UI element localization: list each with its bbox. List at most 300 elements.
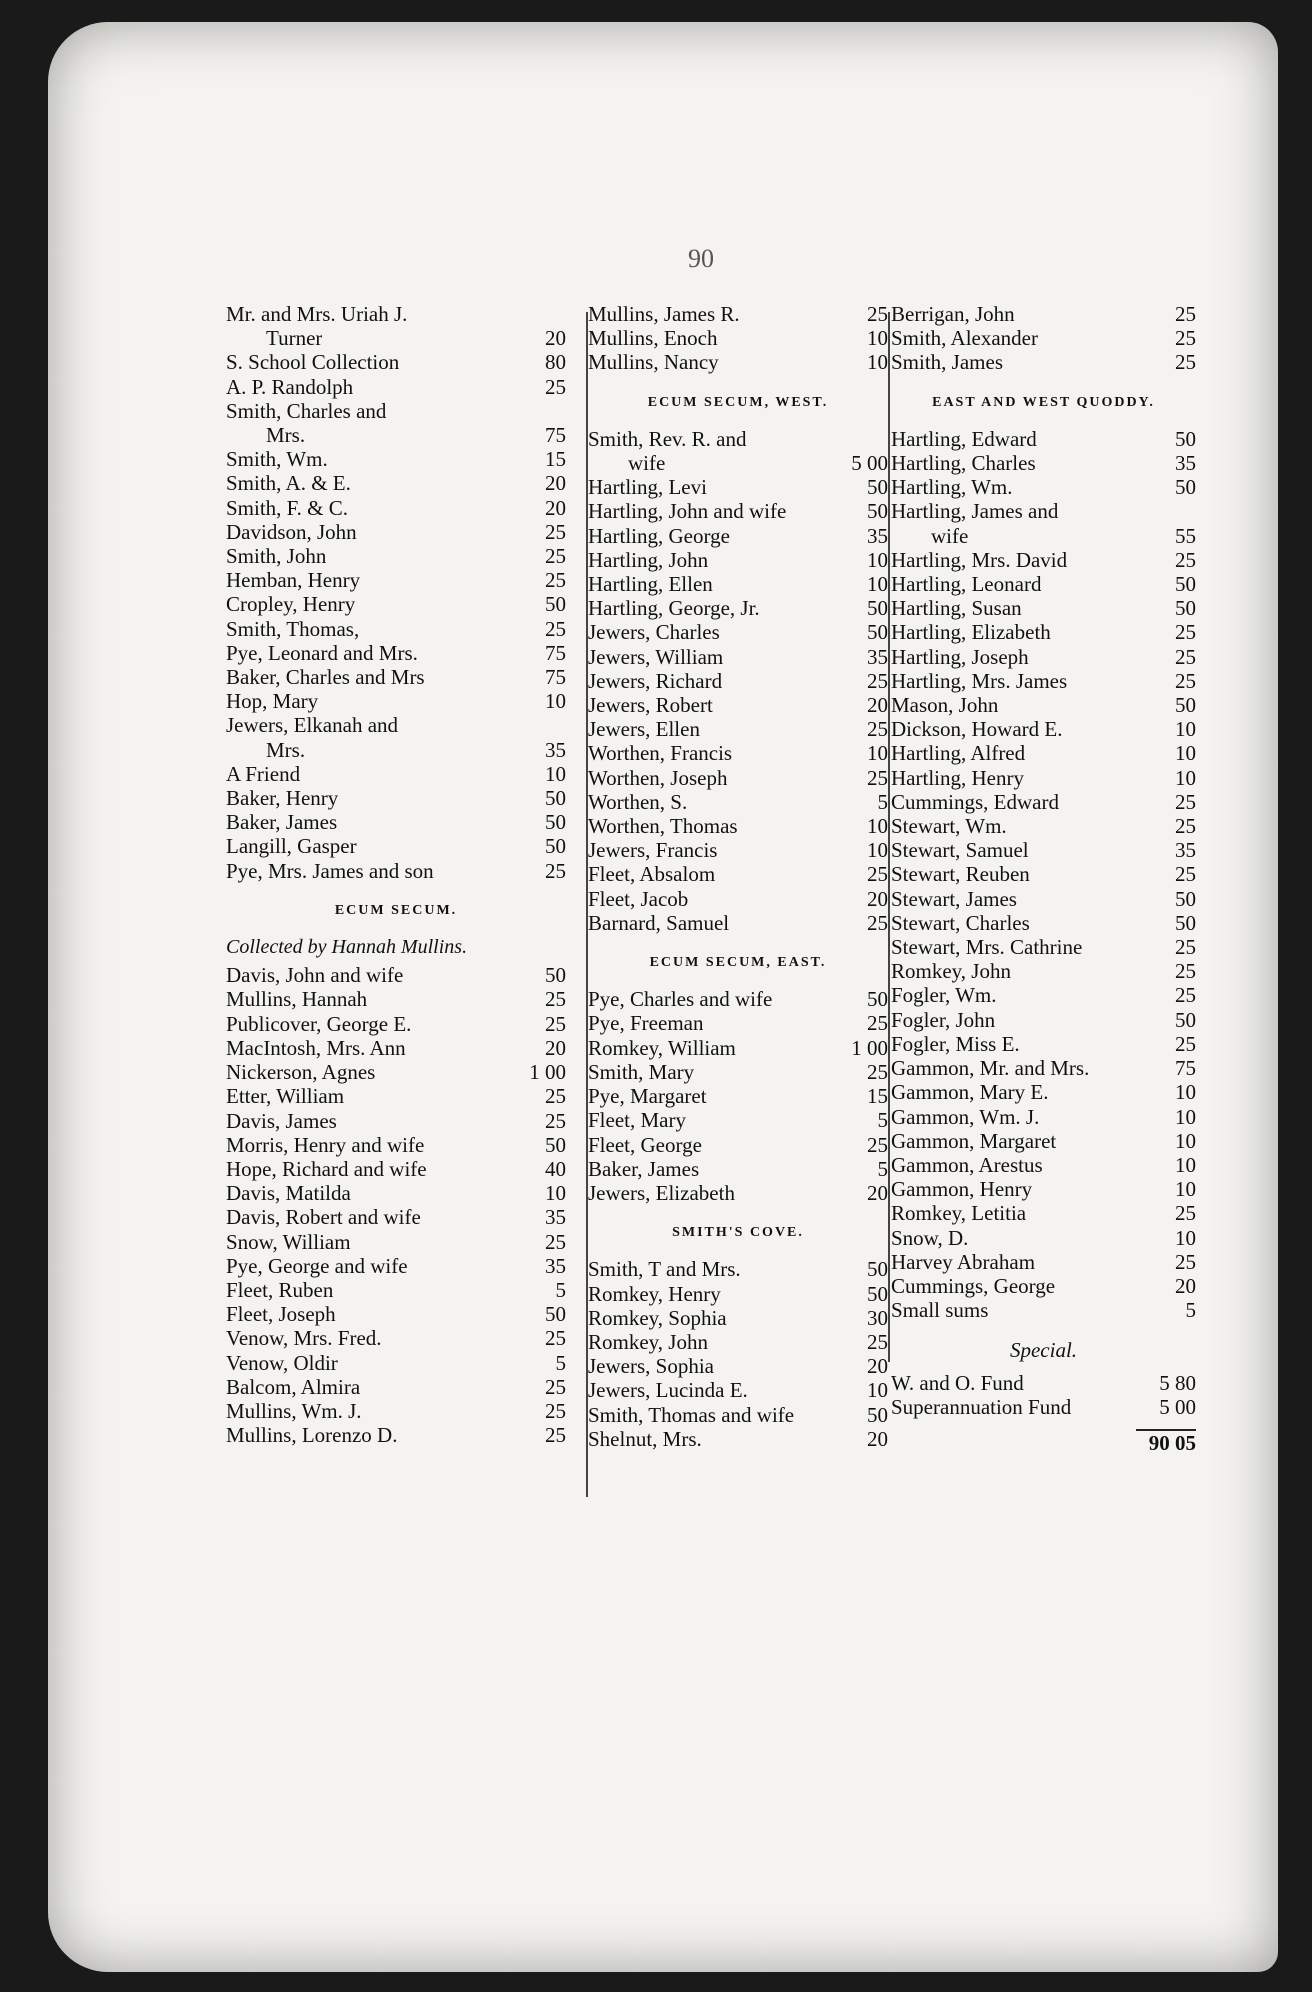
contribution-amount: 75 <box>545 640 566 665</box>
contributor-name: Langill, Gasper <box>226 834 357 859</box>
ledger-row <box>891 1105 1196 1129</box>
ledger-row <box>588 1354 888 1378</box>
contributor-name: Stewart, Wm. <box>891 814 1007 839</box>
ledger-row <box>226 592 566 616</box>
contributor-name: Romkey, John <box>588 1329 708 1354</box>
contribution-amount: 25 <box>545 858 566 883</box>
contributor-name: Venow, Mrs. Fred. <box>226 1326 382 1351</box>
contributor-name: Nickerson, Agnes <box>226 1060 376 1085</box>
contributor-name: Hartling, Wm. <box>891 475 1013 500</box>
contributor-name: Davis, John and wife <box>226 963 404 988</box>
contributor-name: Fleet, Joseph <box>226 1302 336 1327</box>
ledger-row <box>891 596 1196 620</box>
contributor-name: S. School Collection <box>226 350 400 375</box>
ledger-row <box>891 959 1196 983</box>
ledger-row <box>226 834 566 858</box>
ledger-row <box>588 1181 888 1205</box>
ledger-row <box>588 326 888 350</box>
contribution-amount: 25 <box>545 616 566 641</box>
ledger-row <box>891 862 1196 886</box>
contribution-amount: 25 <box>545 1108 566 1133</box>
contribution-amount: 25 <box>1175 983 1196 1008</box>
contributor-name: Hemban, Henry <box>226 568 361 593</box>
ledger-row <box>226 496 566 520</box>
contributor-name: Worthen, Joseph <box>588 765 728 790</box>
contributor-name: Fogler, John <box>891 1007 996 1032</box>
ledger-row <box>226 1109 566 1133</box>
ledger-row <box>226 544 566 568</box>
contribution-amount: 10 <box>1175 741 1196 766</box>
contribution-amount: 20 <box>1175 1273 1196 1298</box>
contributor-name: Dickson, Howard E. <box>891 717 1063 742</box>
ledger-row <box>588 1133 888 1157</box>
ledger-row <box>588 790 888 814</box>
ledger-row <box>891 766 1196 790</box>
contribution-amount: 25 <box>545 568 566 593</box>
ledger-row <box>226 1230 566 1254</box>
ledger-row <box>588 987 888 1011</box>
contribution-amount: 25 <box>1175 547 1196 572</box>
contributor-name: Smith, Wm. <box>226 447 328 472</box>
ledger-row <box>891 499 1196 523</box>
contribution-amount: 15 <box>545 447 566 472</box>
contributor-name: Jewers, Robert <box>588 693 713 718</box>
contributor-name: wife <box>628 451 666 476</box>
contribution-amount: 10 <box>867 741 888 766</box>
entry-list <box>588 1257 888 1451</box>
contribution-amount: 50 <box>545 834 566 859</box>
contribution-amount: 5 <box>877 1156 888 1181</box>
contribution-amount: 25 <box>867 1132 888 1157</box>
contributor-name: Harvey Abraham <box>891 1249 1036 1274</box>
contributor-name: Hartling, Elizabeth <box>891 620 1051 645</box>
contribution-amount: 75 <box>545 665 566 690</box>
contributor-name: Mrs. <box>266 423 306 448</box>
contributor-name: Small sums <box>891 1298 989 1323</box>
contributor-name: Publicover, George E. <box>226 1011 412 1036</box>
contribution-amount: 50 <box>867 1402 888 1427</box>
contributor-name: Gammon, Wm. J. <box>891 1104 1040 1129</box>
contributor-name: Venow, Oldir <box>226 1350 338 1375</box>
contribution-amount: 25 <box>545 1374 566 1399</box>
ledger-row <box>588 645 888 669</box>
ledger-row <box>226 1181 566 1205</box>
contribution-amount: 50 <box>1175 693 1196 718</box>
ledger-row <box>226 447 566 471</box>
contributor-name: Gammon, Mr. and Mrs. <box>891 1056 1090 1081</box>
contribution-amount: 25 <box>1175 620 1196 645</box>
ledger-row <box>891 645 1196 669</box>
contribution-amount: 50 <box>1175 886 1196 911</box>
ledger-row <box>588 1084 888 1108</box>
contributor-name: Baker, James <box>588 1156 700 1181</box>
contributor-name: A Friend <box>226 761 301 786</box>
contributor-name: Cropley, Henry <box>226 592 356 617</box>
contributor-name: Mullins, James R. <box>588 302 740 326</box>
contributor-name: Hartling, Alfred <box>891 741 1026 766</box>
section-heading-east-west-quoddy: EAST AND WEST QUODDY. <box>932 394 1155 410</box>
contributor-name: Turner <box>266 326 323 351</box>
ledger-row <box>891 548 1196 572</box>
contributor-name: Hop, Mary <box>226 689 319 714</box>
contribution-amount: 20 <box>867 1180 888 1205</box>
column-1 <box>226 302 566 1447</box>
contributor-name: Smith, Rev. R. and <box>588 426 747 451</box>
contribution-amount: 10 <box>1175 1104 1196 1129</box>
ledger-row <box>226 1423 566 1447</box>
contributor-name: Worthen, S. <box>588 789 688 814</box>
contribution-amount: 25 <box>867 765 888 790</box>
contributor-name: Hartling, John <box>588 547 709 572</box>
page-number: 90 <box>688 244 714 273</box>
entry-list <box>891 427 1196 1323</box>
contributor-name: Fogler, Miss E. <box>891 1031 1020 1056</box>
contribution-amount: 20 <box>545 471 566 496</box>
contributor-name: Jewers, Sophia <box>588 1354 714 1379</box>
ledger-row <box>588 887 888 911</box>
contributor-name: Hope, Richard and wife <box>226 1156 427 1181</box>
ledger-row <box>891 475 1196 499</box>
contribution-amount: 20 <box>545 1035 566 1060</box>
contributor-name: Smith, Thomas, <box>226 616 360 641</box>
contributor-name: Romkey, Sophia <box>588 1305 727 1330</box>
contributor-name: Hartling, James and <box>891 499 1059 524</box>
contributor-name: Berrigan, John <box>891 302 1015 326</box>
contributor-name: Pye, Freeman <box>588 1011 704 1036</box>
contribution-amount: 20 <box>867 1354 888 1379</box>
contributor-name: Hartling, Leonard <box>891 572 1042 597</box>
contributor-name: Stewart, Mrs. Cathrine <box>891 935 1083 960</box>
contribution-amount: 50 <box>1175 910 1196 935</box>
contributor-name: Etter, William <box>226 1084 345 1109</box>
contribution-amount: 10 <box>1175 1128 1196 1153</box>
ledger-row <box>588 1282 888 1306</box>
contribution-amount: 25 <box>867 717 888 742</box>
contributor-name: Smith, Mary <box>588 1059 695 1084</box>
contribution-amount: 50 <box>545 810 566 835</box>
ledger-row <box>588 814 888 838</box>
contributor-name: Fleet, George <box>588 1132 702 1157</box>
contributor-name: Baker, Henry <box>226 786 339 811</box>
contributor-name: Romkey, William <box>588 1035 736 1060</box>
contributor-name: wife <box>931 523 969 548</box>
contribution-amount: 25 <box>1175 814 1196 839</box>
contribution-amount: 35 <box>867 644 888 669</box>
ledger-row <box>891 572 1196 596</box>
contribution-amount: 10 <box>867 1378 888 1403</box>
ledger-row <box>891 790 1196 814</box>
contribution-amount: 5 <box>877 1108 888 1133</box>
ledger-row <box>226 1133 566 1157</box>
contributor-name: Mullins, Lorenzo D. <box>226 1423 398 1448</box>
contributor-name: Mason, John <box>891 693 999 718</box>
contributor-name: Mullins, Nancy <box>588 350 719 375</box>
contribution-amount: 80 <box>545 350 566 375</box>
ledger-row <box>891 1177 1196 1201</box>
contributor-name: Hartling, Mrs. James <box>891 668 1068 693</box>
ledger-row <box>226 520 566 544</box>
contribution-amount: 25 <box>1175 668 1196 693</box>
contribution-amount: 50 <box>545 592 566 617</box>
contribution-amount: 5 <box>555 1277 566 1302</box>
ledger-row <box>588 862 888 886</box>
ledger-row <box>226 1302 566 1326</box>
contribution-amount: 50 <box>867 596 888 621</box>
contribution-amount: 25 <box>1175 862 1196 887</box>
ledger-row <box>226 375 566 399</box>
contributor-name: Hartling, John and wife <box>588 499 787 524</box>
ledger-row <box>891 524 1196 548</box>
ledger-row <box>226 1036 566 1060</box>
ledger-row <box>226 859 566 883</box>
contributor-name: Pye, Margaret <box>588 1084 707 1109</box>
entry-list <box>891 1371 1196 1419</box>
contribution-amount: 10 <box>867 350 888 375</box>
contribution-amount: 20 <box>867 693 888 718</box>
contribution-amount: 35 <box>545 1205 566 1230</box>
contributor-name: Baker, Charles and Mrs <box>226 665 425 690</box>
ledger-row <box>588 1330 888 1354</box>
contribution-amount: 50 <box>1175 1007 1196 1032</box>
contribution-amount: 25 <box>867 302 888 326</box>
contribution-amount: 25 <box>545 1326 566 1351</box>
ledger-row <box>226 1278 566 1302</box>
contributor-name: Hartling, George <box>588 523 730 548</box>
ledger-row <box>588 766 888 790</box>
contributor-name: Romkey, Henry <box>588 1281 721 1306</box>
contribution-amount: 35 <box>545 737 566 762</box>
contributor-name: Smith, Alexander <box>891 326 1038 351</box>
ledger-row <box>891 693 1196 717</box>
contribution-amount: 10 <box>545 689 566 714</box>
contributor-name: Fleet, Ruben <box>226 1277 334 1302</box>
contribution-amount: 25 <box>545 1011 566 1036</box>
ledger-row <box>226 350 566 374</box>
ledger-row <box>226 786 566 810</box>
contribution-amount: 25 <box>1175 1201 1196 1226</box>
ledger-row <box>588 1427 888 1451</box>
contributor-name: Stewart, Reuben <box>891 862 1030 887</box>
contribution-amount: 5 <box>555 1350 566 1375</box>
contributor-name: Pye, George and wife <box>226 1253 408 1278</box>
contribution-amount: 25 <box>545 1084 566 1109</box>
contribution-amount: 35 <box>1175 838 1196 863</box>
contributor-name: Hartling, Levi <box>588 475 707 500</box>
contribution-amount: 35 <box>867 523 888 548</box>
contributor-name: Hartling, Charles <box>891 451 1036 476</box>
contribution-amount: 50 <box>867 499 888 524</box>
column-3 <box>891 302 1196 1455</box>
contributor-name: Jewers, Richard <box>588 668 723 693</box>
contributor-name: Jewers, Francis <box>588 838 718 863</box>
entry-list <box>588 427 888 935</box>
contributor-name: Worthen, Thomas <box>588 814 738 839</box>
ledger-row <box>891 1201 1196 1225</box>
contribution-amount: 25 <box>1175 789 1196 814</box>
column-2 <box>588 302 888 1451</box>
ledger-row <box>226 762 566 786</box>
contribution-amount: 25 <box>867 1011 888 1036</box>
contributor-name: Jewers, Ellen <box>588 717 700 742</box>
ledger-row <box>226 471 566 495</box>
contribution-amount: 10 <box>1175 1080 1196 1105</box>
column-divider-2 <box>888 312 890 1362</box>
contributor-name: Romkey, John <box>891 959 1011 984</box>
contributor-name: Jewers, Elizabeth <box>588 1180 735 1205</box>
contributor-name: Fleet, Jacob <box>588 886 689 911</box>
ledger-row <box>588 1011 888 1035</box>
ledger-row <box>226 963 566 987</box>
contribution-amount: 10 <box>867 572 888 597</box>
ledger-row <box>588 1257 888 1281</box>
contribution-amount: 10 <box>1175 1177 1196 1202</box>
ledger-row <box>588 451 888 475</box>
ledger-row <box>891 1274 1196 1298</box>
ledger-row <box>226 1254 566 1278</box>
ledger-row <box>588 350 888 374</box>
contributor-name: Fleet, Absalom <box>588 862 716 887</box>
ledger-row <box>226 1084 566 1108</box>
ledger-row <box>226 399 566 423</box>
contributor-name: Fogler, Wm. <box>891 983 997 1008</box>
contribution-amount: 20 <box>867 886 888 911</box>
ledger-row <box>588 741 888 765</box>
contribution-amount: 25 <box>867 668 888 693</box>
contributor-name: Pye, Leonard and Mrs. <box>226 640 418 665</box>
contributor-name: Mr. and Mrs. Uriah J. <box>226 302 408 326</box>
ledger-row <box>588 1036 888 1060</box>
ledger-row <box>588 302 888 326</box>
contributor-name: Smith, Charles and <box>226 398 387 423</box>
section-heading-ecum-secum: ECUM SECUM. <box>334 902 458 918</box>
ledger-row <box>891 1153 1196 1177</box>
contributor-name: W. and O. Fund <box>891 1370 1024 1395</box>
ledger-row <box>226 987 566 1011</box>
contribution-amount: 25 <box>545 374 566 399</box>
contribution-amount: 50 <box>545 1302 566 1327</box>
contribution-amount: 50 <box>545 786 566 811</box>
ledger-row <box>226 810 566 834</box>
ledger-row <box>588 1157 888 1181</box>
contributor-name: Hartling, Ellen <box>588 572 713 597</box>
contributor-name: Jewers, Lucinda E. <box>588 1378 748 1403</box>
contributor-name: Barnard, Samuel <box>588 910 730 935</box>
contribution-amount: 75 <box>1175 1056 1196 1081</box>
contribution-amount: 50 <box>867 1281 888 1306</box>
contributor-name: Cummings, George <box>891 1273 1056 1298</box>
contribution-amount: 25 <box>545 1423 566 1448</box>
contribution-amount: 10 <box>867 326 888 351</box>
ledger-row <box>588 669 888 693</box>
contributor-name: Smith, James <box>891 350 1004 375</box>
contribution-amount: 25 <box>867 1329 888 1354</box>
ledger-row <box>226 1375 566 1399</box>
contributor-name: Shelnut, Mrs. <box>588 1426 702 1451</box>
contribution-amount: 25 <box>1175 935 1196 960</box>
contribution-amount: 1 00 <box>851 1035 888 1060</box>
ledger-row <box>226 1060 566 1084</box>
contribution-amount: 25 <box>1175 1031 1196 1056</box>
contribution-amount: 25 <box>1175 644 1196 669</box>
contribution-amount: 20 <box>545 495 566 520</box>
contribution-amount: 50 <box>545 963 566 988</box>
contribution-amount: 25 <box>545 1398 566 1423</box>
ledger-row <box>588 620 888 644</box>
ledger-row <box>891 1080 1196 1104</box>
contribution-amount: 50 <box>1175 426 1196 451</box>
ledger-row <box>226 665 566 689</box>
ledger-row <box>891 717 1196 741</box>
contribution-amount: 20 <box>545 326 566 351</box>
ledger-row <box>891 838 1196 862</box>
ledger-row <box>226 1157 566 1181</box>
collected-by-note: Collected by Hannah Mullins. <box>226 936 468 959</box>
contribution-amount: 25 <box>867 862 888 887</box>
ledger-row <box>588 572 888 596</box>
contribution-amount: 25 <box>545 544 566 569</box>
ledger-row <box>891 887 1196 911</box>
contribution-amount: 35 <box>1175 451 1196 476</box>
entry-list <box>588 302 888 375</box>
contribution-amount: 10 <box>545 761 566 786</box>
ledger-row <box>588 1060 888 1084</box>
contributor-name: Hartling, Mrs. David <box>891 547 1068 572</box>
ledger-row <box>891 1395 1196 1419</box>
contributor-name: Smith, A. & E. <box>226 471 351 496</box>
section-heading-special: Special. <box>1009 1338 1078 1363</box>
contributor-name: Jewers, Charles <box>588 620 720 645</box>
ledger-row <box>226 641 566 665</box>
contribution-amount: 50 <box>1175 596 1196 621</box>
ledger-row <box>891 1298 1196 1322</box>
ledger-row <box>226 617 566 641</box>
ledger-row <box>588 1403 888 1427</box>
contribution-amount: 50 <box>867 620 888 645</box>
contributor-name: Stewart, James <box>891 886 1017 911</box>
contributor-name: Stewart, Samuel <box>891 838 1029 863</box>
contributor-name: Gammon, Arestus <box>891 1152 1043 1177</box>
contributor-name: Davis, Robert and wife <box>226 1205 421 1230</box>
contributor-name: Gammon, Mary E. <box>891 1080 1049 1105</box>
contribution-amount: 75 <box>545 423 566 448</box>
contribution-amount: 10 <box>1175 1225 1196 1250</box>
contribution-amount: 10 <box>867 814 888 839</box>
entry-list <box>226 963 566 1447</box>
contributor-name: Jewers, Elkanah and <box>226 713 399 738</box>
ledger-row <box>891 1226 1196 1250</box>
ledger-row <box>588 475 888 499</box>
contribution-amount: 5 80 <box>1159 1370 1196 1395</box>
contributor-name: Worthen, Francis <box>588 741 733 766</box>
contributor-name: Stewart, Charles <box>891 910 1030 935</box>
contributor-name: A. P. Randolph <box>226 374 354 399</box>
entry-list <box>588 987 888 1205</box>
ledger-row <box>226 1326 566 1350</box>
ledger-row <box>588 1306 888 1330</box>
ledger-row <box>588 1108 888 1132</box>
contributor-name: Hartling, George, Jr. <box>588 596 760 621</box>
contribution-amount: 50 <box>1175 572 1196 597</box>
ledger-row <box>891 1008 1196 1032</box>
contributor-name: Hartling, Susan <box>891 596 1022 621</box>
ledger-row <box>588 499 888 523</box>
contributor-name: Gammon, Margaret <box>891 1128 1057 1153</box>
ledger-row <box>226 1205 566 1229</box>
ledger-row <box>226 568 566 592</box>
contribution-amount: 25 <box>1175 959 1196 984</box>
section-heading-ecum-secum-west: ECUM SECUM, WEST. <box>647 394 829 410</box>
ledger-row <box>588 524 888 548</box>
